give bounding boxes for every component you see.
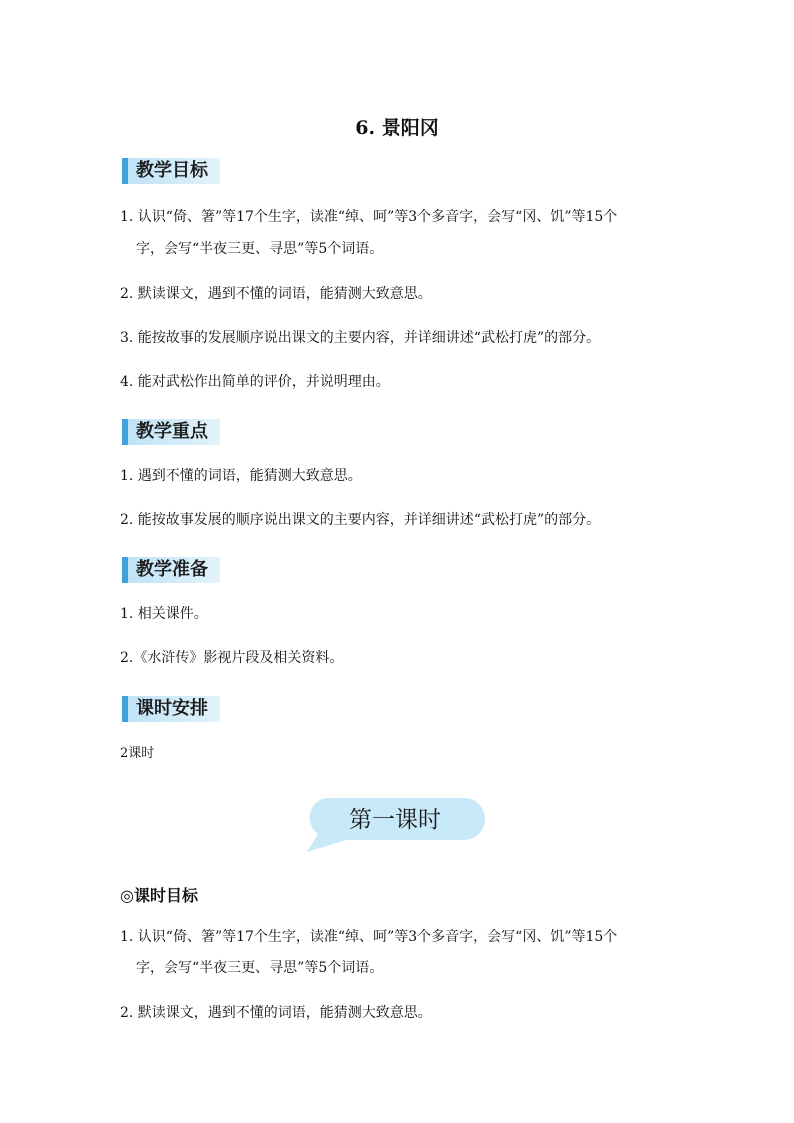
- section-heading-schedule: [122, 696, 220, 722]
- section-heading-key-points: [122, 419, 220, 445]
- lesson-banner: [304, 796, 486, 854]
- objective-item: 3. 能按故事的发展顺序说出课文的主要内容，并详细讲述“武松打虎”的部分。: [120, 330, 601, 346]
- section-heading-preparation: [122, 557, 220, 583]
- objective-item: 4. 能对武松作出简单的评价，并说明理由。: [120, 374, 390, 390]
- section-heading-objectives: [122, 158, 220, 184]
- objective-item: 1. 认识“倚、箸”等17个生字，读准“绰、呵”等3个多音字，会写“冈、饥”等15个: [120, 209, 618, 225]
- section-label: 教学准备: [128, 557, 220, 583]
- schedule-item: 2课时: [120, 746, 155, 761]
- key-point-item: 2. 能按故事发展的顺序说出课文的主要内容，并详细讲述“武松打虎”的部分。: [120, 512, 601, 528]
- lesson-objectives-heading: ◎课时目标: [120, 886, 198, 905]
- section-label: 课时安排: [128, 696, 220, 722]
- lesson-objective-item: 2. 默读课文，遇到不懂的词语，能猜测大致意思。: [120, 1005, 432, 1021]
- section-label: 教学目标: [128, 158, 220, 184]
- section-label: 教学重点: [128, 419, 220, 445]
- key-point-item: 1. 遇到不懂的词语，能猜测大致意思。: [120, 468, 362, 484]
- objective-item: 2. 默读课文，遇到不懂的词语，能猜测大致意思。: [120, 286, 432, 302]
- lesson-objective-item: 1. 认识“倚、箸”等17个生字，读准“绰、呵”等3个多音字，会写“冈、饥”等15个: [120, 929, 618, 945]
- lesson-objective-item-continuation: 字，会写“半夜三更、寻思”等5个词语。: [136, 960, 384, 976]
- lesson-label: 第一课时: [349, 807, 441, 833]
- page-title: 6. 景阳冈: [355, 117, 439, 139]
- preparation-item: 2.《水浒传》影视片段及相关资料。: [120, 650, 344, 666]
- objective-item-continuation: 字，会写“半夜三更、寻思”等5个词语。: [136, 241, 384, 257]
- preparation-item: 1. 相关课件。: [120, 606, 208, 622]
